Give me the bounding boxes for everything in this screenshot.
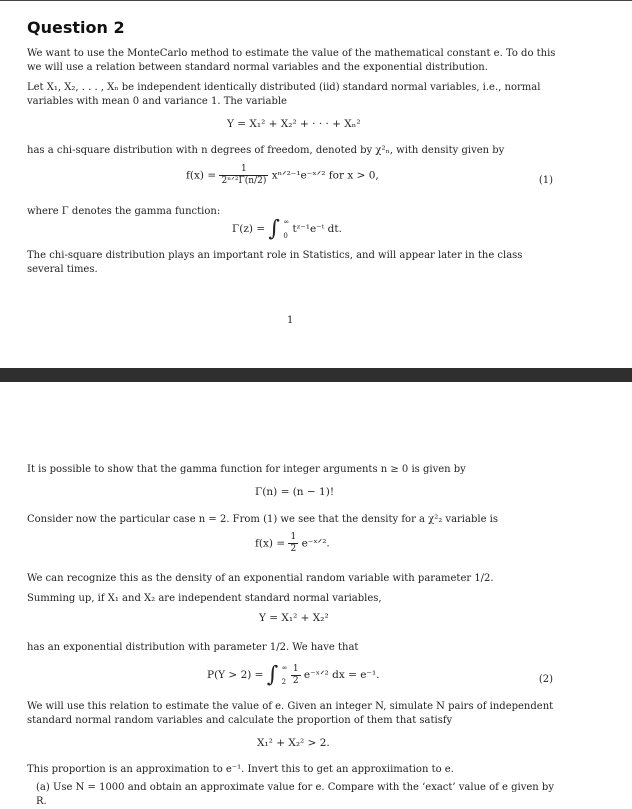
equation-y-two: Y = X₁² + X₂² — [259, 612, 329, 624]
f2-rhs: e⁻ˣᐟ². — [301, 537, 330, 550]
page-1 — [0, 0, 632, 369]
f2-denominator: 2 — [290, 544, 297, 554]
gamma-lhs: Γ(z) = — [232, 223, 266, 235]
f2-fraction — [288, 532, 298, 555]
equation-2-label: (2) — [538, 674, 553, 685]
iid-paragraph: Let X₁, X₂, . . . , Xₙ be independent identically distributed (iid) standard normal variables, i.e., normal variables with mean 0 and variance 1. The variable — [27, 82, 541, 107]
eq2-rhs: e⁻ˣᐟ² dx = e⁻¹. — [303, 669, 380, 681]
f2-lhs: f(x) = — [255, 537, 286, 550]
f2-numerator: 1 — [290, 532, 297, 542]
page-divider — [0, 368, 632, 382]
eq2-denominator: 2 — [292, 675, 299, 686]
equation-gamma-function — [232, 215, 342, 243]
eq1-numerator: 1 — [219, 164, 268, 176]
equation-inequality: X₁² + X₂² > 2. — [257, 737, 330, 749]
summing-up-paragraph: Summing up, if X₁ and X₂ are independent standard normal variables, — [27, 593, 382, 604]
eq2-lhs: P(Y > 2) = — [207, 669, 264, 681]
equation-2-probability — [207, 661, 380, 689]
proportion-paragraph: This proportion is an approximation to e⁻¹. Invert this to get an approxiimation to e. — [27, 764, 454, 775]
exponential-distribution-paragraph: has an exponential distribution with parameter 1/2. We have that — [27, 642, 359, 653]
consider-case-paragraph: Consider now the particular case n = 2. From (1) we see that the density for a χ²₂ variable is — [27, 514, 498, 525]
eq1-denominator: 2ⁿᐟ²Γ(n/2) — [221, 176, 267, 186]
eq1-rhs: xⁿᐟ²⁻¹e⁻ˣᐟ² for x > 0, — [271, 169, 379, 182]
equation-1-density — [186, 164, 379, 187]
page-2 — [0, 382, 632, 805]
gamma-upper-limit: ∞ — [283, 218, 290, 226]
eq2-fraction — [291, 664, 301, 687]
eq2-integral-limits — [282, 661, 288, 689]
gamma-lower-limit: 0 — [283, 232, 288, 240]
integral-sign-icon: ∫ — [268, 216, 280, 242]
eq2-numerator: 1 — [292, 663, 299, 674]
gamma-integrand: tᶻ⁻¹e⁻ᵗ dt. — [292, 223, 342, 235]
eq2-lower-limit: 2 — [281, 678, 287, 686]
equation-density-n2 — [255, 532, 330, 555]
use-relation-paragraph: We will use this relation to estimate the value of e. Given an integer N, simulate N pairs of independent standard normal random variables and calculate the proportion of them that satisfy — [27, 701, 554, 726]
gamma-integer-paragraph: It is possible to show that the gamma function for integer arguments n ≥ 0 is given by — [27, 464, 466, 475]
page-number: 1 — [287, 315, 294, 326]
eq1-lhs: f(x) = — [186, 169, 217, 182]
equation-gamma-factorial: Γ(n) = (n − 1)! — [255, 486, 335, 498]
gamma-definition-intro: where Γ denotes the gamma function: — [27, 206, 221, 217]
equation-1-label: (1) — [538, 175, 553, 186]
gamma-integral-limits — [283, 215, 289, 243]
integral-sign-icon: ∫ — [266, 662, 279, 688]
eq1-fraction — [219, 164, 268, 187]
chi-square-paragraph: has a chi-square distribution with n degrees of freedom, denoted by χ²ₙ, with density given by — [27, 145, 505, 156]
intro-paragraph: We want to use the MonteCarlo method to estimate the value of the mathematical constant e. To do this we will use a relation between standard normal variables and the exponential distribution. — [27, 48, 556, 73]
exponential-recognition-paragraph: We can recognize this as the density of an exponential random variable with parameter 1/2. — [27, 573, 494, 584]
item-a: (a) Use N = 1000 and obtain an approximate value for e. Compare with the ‘exact’ value of e given by R. — [36, 782, 554, 807]
equation-y-sum: Y = X₁² + X₂² + · · · + Xₙ² — [227, 118, 361, 130]
chi-square-role-paragraph: The chi-square distribution plays an important role in Statistics, and will appear later in the class several times. — [27, 250, 523, 275]
question-title: Question 2 — [27, 18, 125, 37]
eq2-upper-limit: ∞ — [281, 664, 288, 672]
